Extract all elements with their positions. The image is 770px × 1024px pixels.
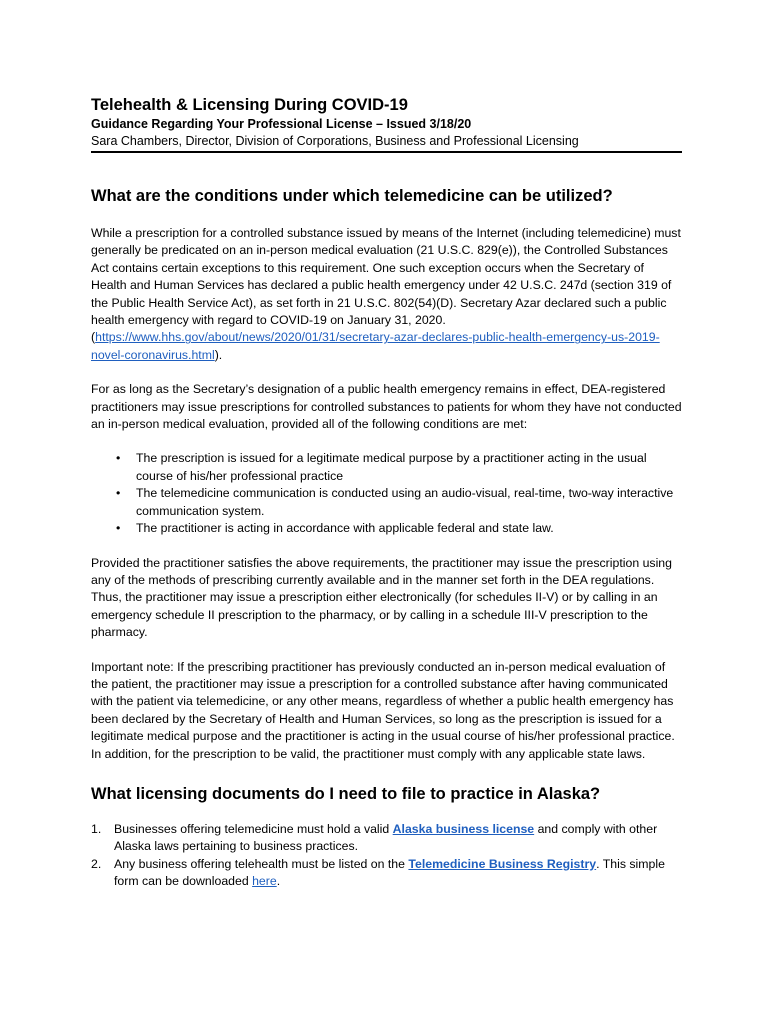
form-download-here-link[interactable]: here xyxy=(252,874,277,889)
telemedicine-business-registry-link[interactable]: Telemedicine Business Registry xyxy=(408,856,597,871)
licensing-documents-list xyxy=(91,821,682,891)
alaska-business-license-link[interactable]: Alaska business license xyxy=(392,821,535,836)
controlled-substance-text: While a prescription for a controlled substance issued by means of the Internet (including telemedicine) must generally be predicated on an in-person medical evaluation (21 U.S.C. 829(e)), the Controlled Substances Act contains certain exceptions to this requirement. One such exception occurs when the Secretary of Health and Human Services has declared a public health emergency under 42 U.S.C. 247d (section 319 of the Public Health Service Act), as set forth in 21 U.S.C. 802(54)(D). Secretary Azar declared such a public health emergency with regard to COVID-19 on January 31, 2020. xyxy=(91,226,681,328)
list-item-text: . xyxy=(276,874,281,889)
list-item xyxy=(91,821,682,856)
condition-text: The practitioner is acting in accordance with applicable federal and state law. xyxy=(136,521,554,536)
controlled-substance-paragraph xyxy=(91,225,682,364)
important-note-paragraph: Important note: If the prescribing practitioner has previously conducted an in-person medical evaluation of the patient, the practitioner may issue a prescription for a controlled substance after having communicated with the patient via telemedicine, or any other means, regardless of whether a public health emergency has been declared by the Secretary of Health and Human Services, so long as the prescription is issued for a legitimate medical purpose and the practitioner is acting in the usual course of his/her professional practice. In addition, for the prescription to be valid, the practitioner must comply with any applicable state laws. xyxy=(91,659,675,761)
hhs-news-link[interactable]: https://www.hhs.gov/about/news/2020/01/31/secretary-azar-declares-public-health-emergency-us-2019-novel-coronavirus.html xyxy=(91,330,660,362)
document-content xyxy=(91,95,682,891)
telemedicine-conditions-heading: What are the conditions under which telemedicine can be utilized? xyxy=(91,187,613,205)
condition-item xyxy=(91,450,682,485)
list-item-text: Any business offering telehealth must be listed on the xyxy=(114,856,409,871)
conditions-list xyxy=(91,450,682,537)
list-number: 1. xyxy=(91,821,102,836)
list-item-text: and comply with other Alaska laws pertaining to business practices. xyxy=(114,821,658,854)
bullet-icon: • xyxy=(116,451,121,466)
list-item-text: . This simple form can be downloaded xyxy=(114,856,665,889)
condition-item xyxy=(91,520,682,537)
link-close-paren: ). xyxy=(214,347,223,362)
document-title: Telehealth & Licensing During COVID-19 xyxy=(91,96,408,114)
secretary-designation-paragraph: For as long as the Secretary’s designation of a public health emergency remains in effect, DEA-registered practitioners may issue prescriptions for controlled substances to patients for whom they have not conducted an in-person medical evaluation, provided all of the following conditions are met: xyxy=(91,382,682,432)
list-number: 2. xyxy=(91,856,102,871)
condition-text: The telemedicine communication is conducted using an audio-visual, real-time, two-way interactive communication system. xyxy=(136,486,674,518)
condition-text: The prescription is issued for a legitimate medical purpose by a practitioner acting in the usual course of his/her professional practice xyxy=(136,451,647,483)
bullet-icon: • xyxy=(116,521,121,536)
condition-item xyxy=(91,485,682,520)
list-item xyxy=(91,856,682,891)
document-subtitle: Guidance Regarding Your Professional License – Issued 3/18/20 xyxy=(91,117,472,131)
bullet-icon: • xyxy=(116,486,121,501)
link-open-paren: ( xyxy=(91,330,96,345)
list-item-text: Businesses offering telemedicine must hold a valid xyxy=(114,821,393,836)
licensing-documents-heading: What licensing documents do I need to file to practice in Alaska? xyxy=(91,784,601,803)
prescribing-methods-paragraph: Provided the practitioner satisfies the above requirements, the practitioner may issue the prescription using any of the methods of prescribing currently available and in the manner set forth in the DEA regulations. Thus, the practitioner may issue a prescription either electronically (for schedules II-V) or by calling in an emergency schedule II prescription to the pharmacy, or by calling in a schedule III-V prescription to the pharmacy. xyxy=(91,555,672,640)
document-author: Sara Chambers, Director, Division of Corporations, Business and Professional Licensing xyxy=(91,133,682,153)
